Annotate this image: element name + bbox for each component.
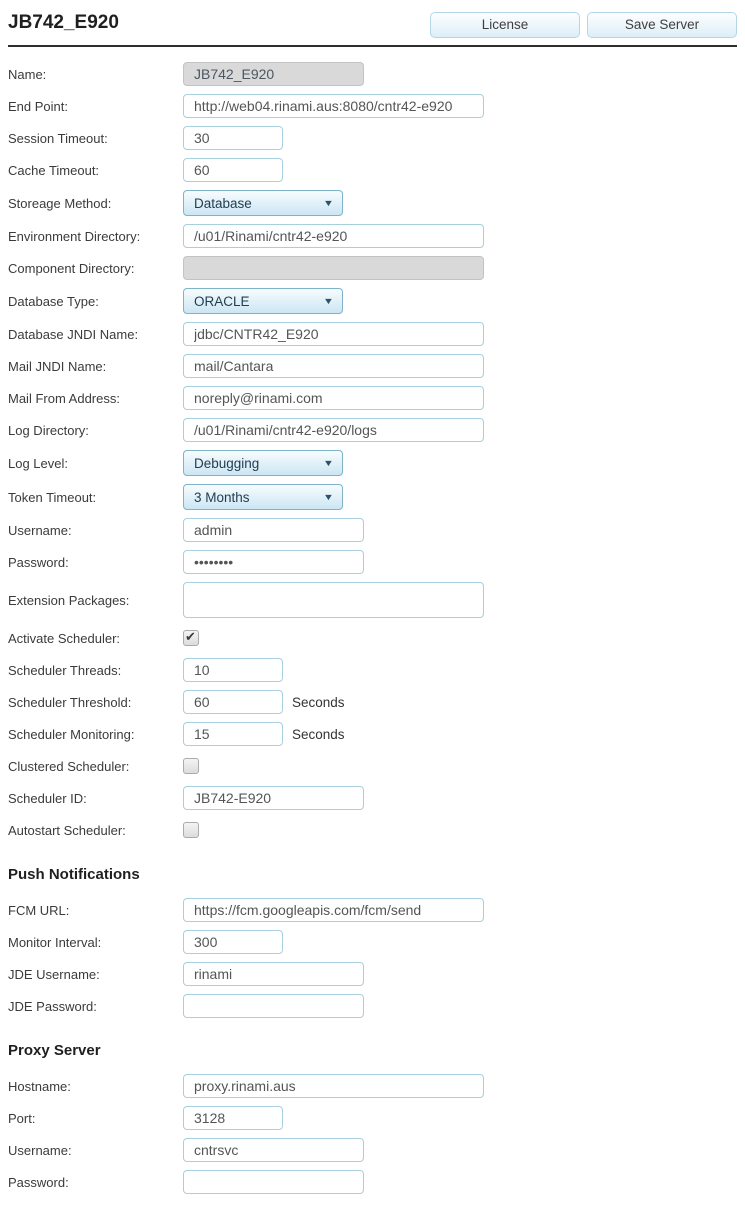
mail-jndi-name-input[interactable] [183, 354, 484, 378]
form-row-environment-directory [8, 224, 737, 248]
header-divider [8, 45, 737, 47]
form-row-username [8, 518, 737, 542]
form-row-scheduler-monitoring [8, 722, 737, 746]
form-row-storeage-method [8, 190, 737, 216]
token-timeout-selected-value: 3 Months [194, 489, 250, 505]
token-timeout-label: Token Timeout: [8, 489, 97, 505]
proxy-username-input[interactable] [183, 1138, 364, 1162]
token-timeout-select[interactable] [183, 484, 343, 510]
form-row-monitor-interval [8, 930, 737, 954]
username-input[interactable] [183, 518, 364, 542]
form-row-database-jndi-name [8, 322, 737, 346]
clustered-scheduler-checkbox[interactable] [183, 758, 199, 774]
proxy-password-input[interactable] [183, 1170, 364, 1194]
form-row-mail-jndi-name [8, 354, 737, 378]
form-row-password [8, 550, 737, 574]
form-row-proxy-username [8, 1138, 737, 1162]
session-timeout-label: Session Timeout: [8, 130, 108, 146]
autostart-scheduler-checkbox[interactable] [183, 822, 199, 838]
component-directory-label: Component Directory: [8, 260, 135, 276]
session-timeout-input[interactable] [183, 126, 283, 150]
push-notifications-form [8, 898, 737, 1018]
cache-timeout-label: Cache Timeout: [8, 162, 100, 178]
form-row-end-point [8, 94, 737, 118]
jde-password-label: JDE Password: [8, 998, 97, 1014]
storeage-method-label: Storeage Method: [8, 195, 112, 211]
log-directory-input[interactable] [183, 418, 484, 442]
server-config-form [8, 62, 737, 842]
password-input[interactable] [183, 550, 364, 574]
form-row-activate-scheduler [8, 626, 737, 650]
name-label: Name: [8, 66, 47, 82]
form-row-port [8, 1106, 737, 1130]
form-row-log-level [8, 450, 737, 476]
scheduler-monitoring-label: Scheduler Monitoring: [8, 726, 135, 742]
database-type-select[interactable] [183, 288, 343, 314]
end-point-label: End Point: [8, 98, 68, 114]
save-server-button[interactable]: Save Server [587, 12, 737, 38]
form-row-mail-from-address [8, 386, 737, 410]
form-row-autostart-scheduler [8, 818, 737, 842]
scheduler-threshold-label: Scheduler Threshold: [8, 694, 132, 710]
log-level-selected-value: Debugging [194, 455, 260, 471]
database-type-selected-value: ORACLE [194, 293, 250, 309]
scheduler-threads-label: Scheduler Threads: [8, 662, 122, 678]
monitor-interval-label: Monitor Interval: [8, 934, 102, 950]
form-row-clustered-scheduler [8, 754, 737, 778]
port-label: Port: [8, 1110, 36, 1126]
log-directory-label: Log Directory: [8, 422, 89, 438]
scheduler-id-label: Scheduler ID: [8, 790, 87, 806]
autostart-scheduler-label: Autostart Scheduler: [8, 822, 126, 838]
chevron-down-icon: ▼ [322, 458, 335, 468]
form-row-log-directory [8, 418, 737, 442]
fcm-url-input[interactable] [183, 898, 484, 922]
extension-packages-input[interactable] [183, 582, 484, 618]
chevron-down-icon: ▼ [322, 296, 335, 306]
cache-timeout-input[interactable] [183, 158, 283, 182]
form-row-hostname [8, 1074, 737, 1098]
jde-username-input[interactable] [183, 962, 364, 986]
form-row-jde-username [8, 962, 737, 986]
form-row-proxy-password [8, 1170, 737, 1194]
jde-password-input[interactable] [183, 994, 364, 1018]
chevron-down-icon: ▼ [322, 198, 335, 208]
form-row-scheduler-threads [8, 658, 737, 682]
end-point-input[interactable] [183, 94, 484, 118]
name-input [183, 62, 364, 86]
scheduler-monitoring-suffix-label: Seconds [292, 726, 345, 742]
monitor-interval-input[interactable] [183, 930, 283, 954]
scheduler-threads-input[interactable] [183, 658, 283, 682]
clustered-scheduler-label: Clustered Scheduler: [8, 758, 130, 774]
form-row-token-timeout [8, 484, 737, 510]
chevron-down-icon: ▼ [322, 492, 335, 502]
page-header [8, 10, 737, 38]
mail-jndi-name-label: Mail JNDI Name: [8, 358, 107, 374]
scheduler-threshold-input[interactable] [183, 690, 283, 714]
form-row-jde-password [8, 994, 737, 1018]
form-row-component-directory [8, 256, 737, 280]
form-row-extension-packages [8, 582, 737, 618]
header-buttons [430, 12, 737, 38]
activate-scheduler-label: Activate Scheduler: [8, 630, 121, 646]
license-button[interactable]: License [430, 12, 580, 38]
push-notifications-heading: Push Notifications [8, 866, 140, 883]
log-level-label: Log Level: [8, 455, 68, 471]
component-directory-input [183, 256, 484, 280]
database-type-label: Database Type: [8, 293, 99, 309]
proxy-server-form [8, 1074, 737, 1194]
form-row-scheduler-id [8, 786, 737, 810]
form-row-name [8, 62, 737, 86]
mail-from-address-input[interactable] [183, 386, 484, 410]
log-level-select[interactable] [183, 450, 343, 476]
scheduler-threshold-suffix-label: Seconds [292, 694, 345, 710]
form-row-scheduler-threshold [8, 690, 737, 714]
fcm-url-label: FCM URL: [8, 902, 70, 918]
storeage-method-select[interactable] [183, 190, 343, 216]
username-label: Username: [8, 522, 72, 538]
database-jndi-name-label: Database JNDI Name: [8, 326, 139, 342]
password-label: Password: [8, 554, 69, 570]
scheduler-monitoring-input[interactable] [183, 722, 283, 746]
storeage-method-selected-value: Database [194, 195, 252, 211]
page-title: JB742_E920 [8, 12, 119, 33]
hostname-input[interactable] [183, 1074, 484, 1098]
environment-directory-label: Environment Directory: [8, 228, 141, 244]
scheduler-id-input[interactable] [183, 786, 364, 810]
mail-from-address-label: Mail From Address: [8, 390, 120, 406]
database-jndi-name-input[interactable] [183, 322, 484, 346]
extension-packages-label: Extension Packages: [8, 592, 130, 608]
form-row-fcm-url [8, 898, 737, 922]
jde-username-label: JDE Username: [8, 966, 100, 982]
activate-scheduler-checkbox[interactable] [183, 630, 199, 646]
proxy-username-label: Username: [8, 1142, 72, 1158]
proxy-server-heading: Proxy Server [8, 1042, 101, 1059]
environment-directory-input[interactable] [183, 224, 484, 248]
proxy-password-label: Password: [8, 1174, 69, 1190]
port-input[interactable] [183, 1106, 283, 1130]
form-row-session-timeout [8, 126, 737, 150]
hostname-label: Hostname: [8, 1078, 71, 1094]
form-row-cache-timeout [8, 158, 737, 182]
form-row-database-type [8, 288, 737, 314]
